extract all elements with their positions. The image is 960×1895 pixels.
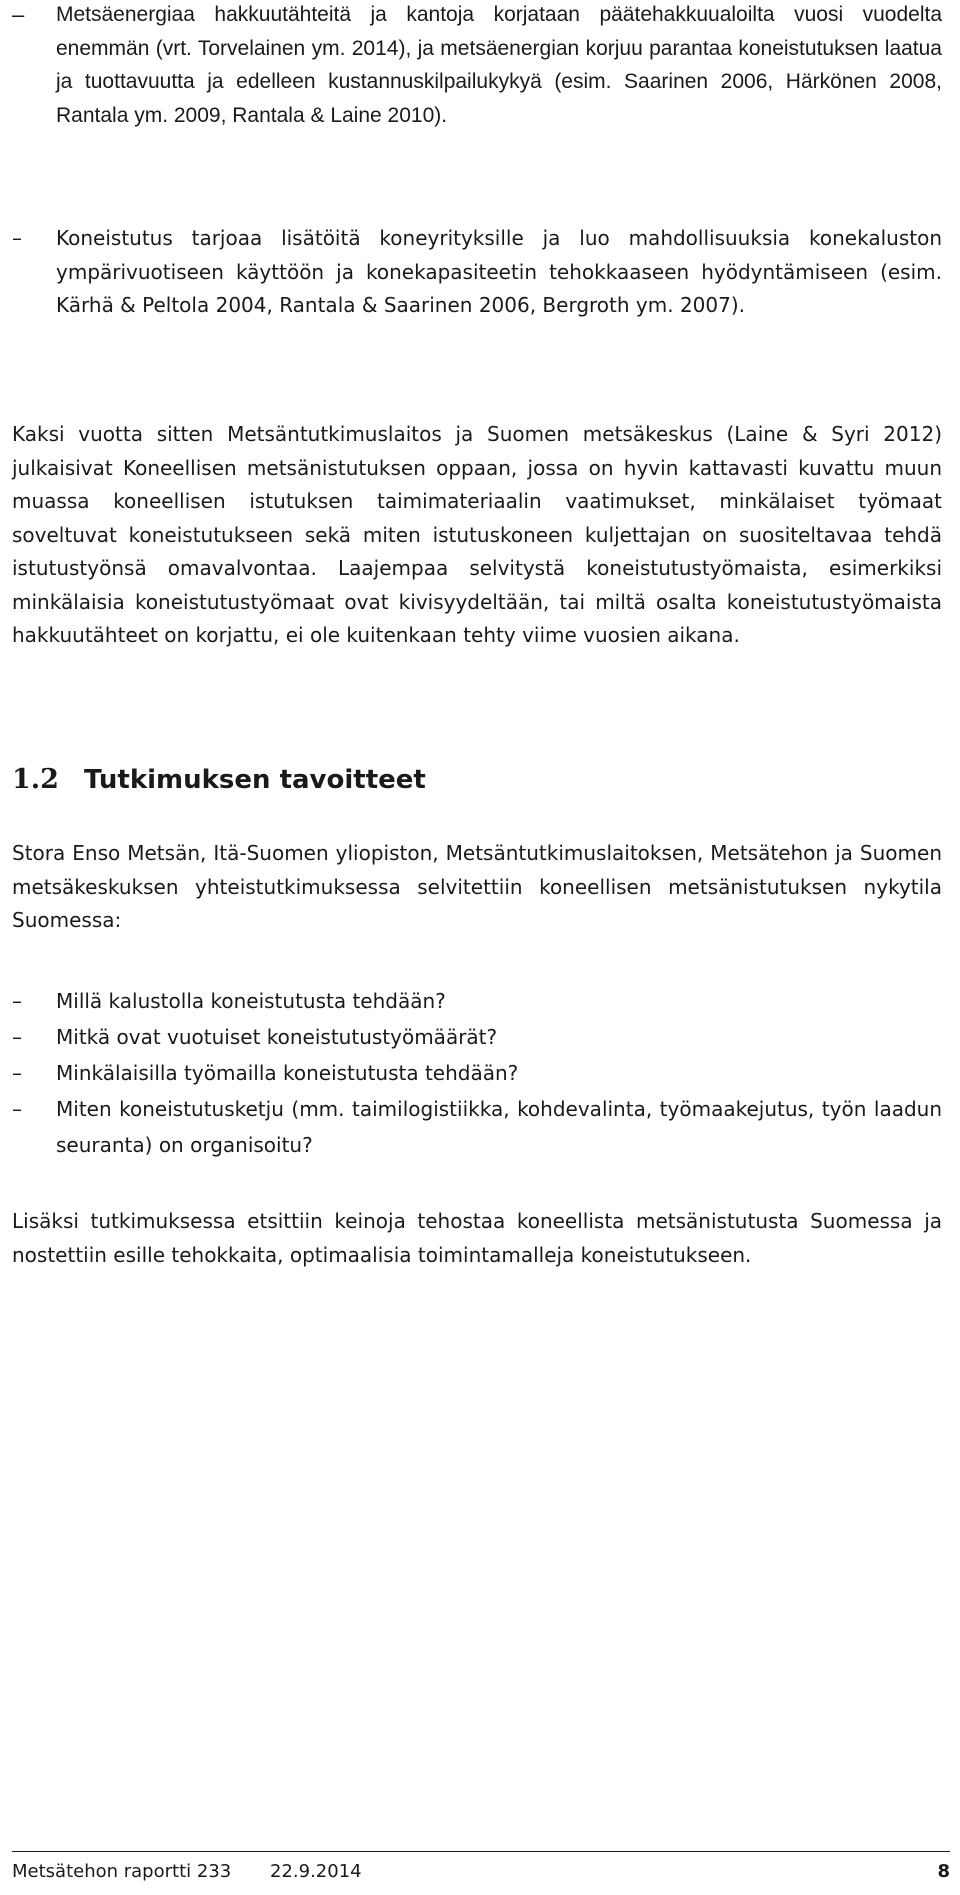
footer-report-title: Metsätehon raportti 233 (12, 1861, 232, 1882)
dash-bullet-icon: – (12, 2, 25, 27)
footer-divider (12, 1851, 950, 1852)
dash-bullet-icon: – (12, 1025, 22, 1049)
list-item (12, 983, 942, 1019)
body-paragraph-goals: Stora Enso Metsän, Itä-Suomen yliopiston, Metsäntutkimuslaitoksen, Metsätehon ja Suomen metsäkeskuksen yhteistutkimuksessa selvitettiin koneellisen metsänistutuksen nykytila Suomessa: (12, 841, 942, 932)
section-number: 1.2 (12, 764, 59, 795)
body-paragraph-conclusion: Lisäksi tutkimuksessa etsittiin keinoja tehostaa koneellista metsänistutusta Suomessa ja nostettiin esille tehokkaita, optimaalisia toimintamalleja koneistutukseen. (12, 1209, 942, 1267)
list-item-text: Minkälaisilla työmailla koneistutusta tehdään? (56, 1061, 519, 1085)
dash-bullet-icon: – (12, 226, 22, 250)
list-item-text: Mitkä ovat vuotuiset koneistutustyömäärät? (56, 1025, 498, 1049)
dash-bullet-icon: – (12, 989, 22, 1013)
list-item (12, 1019, 942, 1055)
section-title: Tutkimuksen tavoitteet (84, 765, 426, 795)
bullet-item-work (12, 222, 942, 323)
page-number: 8 (937, 1861, 950, 1882)
bullet-item-energy (12, 0, 942, 132)
list-item-text: Miten koneistutusketju (mm. taimilogistiikka, kohdevalinta, työmaakejutus, työn laadun seuranta) on organisoitu? (56, 1097, 942, 1157)
list-item-text: Millä kalustolla koneistutusta tehdään? (56, 989, 446, 1013)
bullet-text: Metsäenergiaa hakkuutähteitä ja kantoja korjataan päätehakkuualoilta vuosi vuodelta enemmän (vrt. Torvelainen ym. 2014), ja metsäenergian korjuu parantaa koneistutuksen laatua ja tuottavuutta ja edelleen kustannuskilpailukykyä (esim. Saarinen 2006, Härkönen 2008, Rantala ym. 2009, Rantala & Laine 2010). (56, 3, 942, 127)
bullet-text: Koneistutus tarjoaa lisätöitä koneyrityksille ja luo mahdollisuuksia konekaluston ympärivuotiseen käyttöön ja konekapasiteetin tehokkaaseen hyödyntämiseen (esim. Kärhä & Peltola 2004, Rantala & Saarinen 2006, Bergroth ym. 2007). (56, 226, 942, 317)
dash-bullet-icon: – (12, 1061, 22, 1085)
list-item (12, 1091, 942, 1163)
section-heading (12, 764, 426, 795)
body-paragraph-intro: Kaksi vuotta sitten Metsäntutkimuslaitos ja Suomen metsäkeskus (Laine & Syri 2012) julkaisivat Koneellisen metsänistutuksen oppaan, jossa on hyvin kattavasti kuvattu muun muassa koneellisen istutuksen taimimateriaalin vaatimukset, minkälaiset työmaat soveltuvat koneistutukseen sekä miten istutuskoneen kuljettajan on suositeltavaa tehdä istutustyönsä omavalvontaa. Laajempaa selvitystä koneistutustyömaista, esimerkiksi minkälaisia koneistutustyömaat ovat kivisyydeltään, tai miltä osalta koneistutustyömaista hakkuutähteet on korjattu, ei ole kuitenkaan tehty viime vuosien aikana. (12, 422, 942, 647)
research-questions-list (12, 983, 942, 1163)
footer-date: 22.9.2014 (270, 1861, 362, 1882)
list-item (12, 1055, 942, 1091)
dash-bullet-icon: – (12, 1097, 22, 1121)
